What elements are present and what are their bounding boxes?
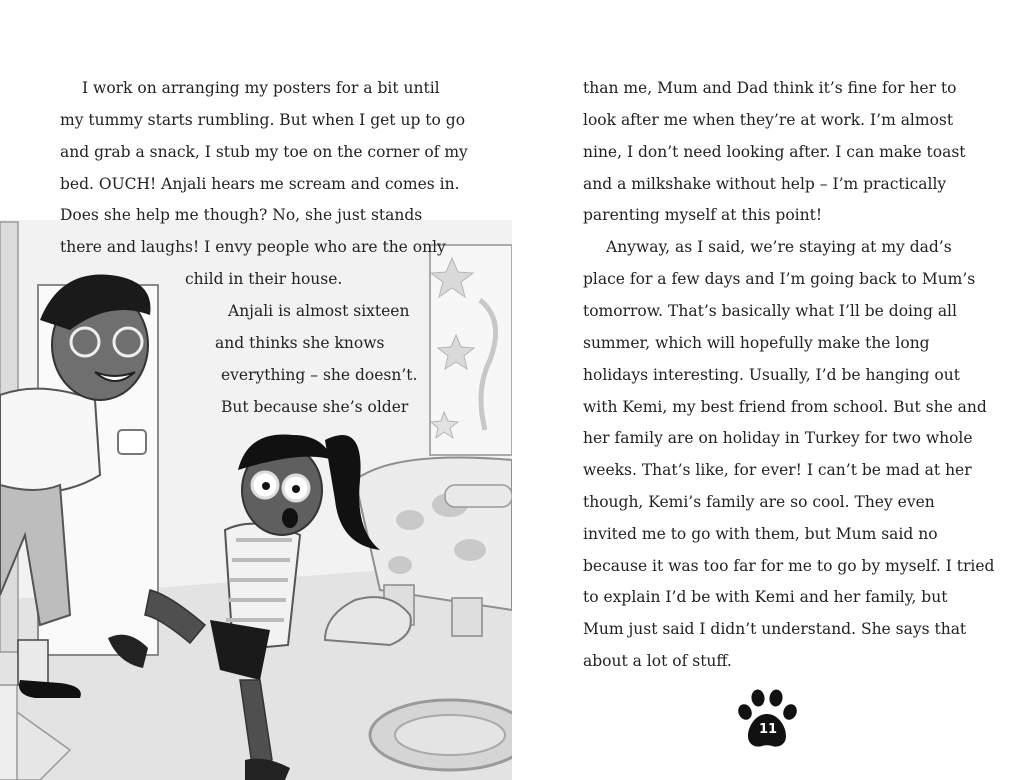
paragraph-line: and grab a snack, I stub my toe on the corner of my: [60, 143, 468, 161]
paw-print-icon: [736, 688, 800, 752]
paragraph-line: summer, which will hopefully make the long: [583, 334, 930, 352]
paragraph-line: Anjali is almost sixteen: [228, 302, 410, 320]
paragraph-line: weeks. That’s like, for ever! I can’t be mad at her: [583, 461, 972, 479]
page-number-badge: [736, 688, 800, 752]
paragraph-line: look after me when they’re at work. I’m almost: [583, 111, 954, 129]
paragraph-line: though, Kemi’s family are so cool. They even: [583, 493, 935, 511]
paragraph-line: bed. OUCH! Anjali hears me scream and comes in.: [60, 175, 460, 193]
paragraph-line: her family are on holiday in Turkey for two whole: [583, 429, 973, 447]
paragraph-line: there and laughs! I envy people who are the only: [60, 238, 446, 256]
paragraph-line: But because she’s older: [221, 398, 409, 416]
paragraph-line: place for a few days and I’m going back to Mum’s: [583, 270, 976, 288]
paragraph-line: with Kemi, my best friend from school. But she and: [583, 398, 987, 416]
paragraph-line: parenting myself at this point!: [583, 206, 823, 224]
paragraph-line: because it was too far for me to go by myself. I tried: [583, 557, 995, 575]
paragraph-line: than me, Mum and Dad think it’s fine for her to: [583, 79, 957, 97]
paragraph-line: and a milkshake without help – I’m practically: [583, 175, 947, 193]
paragraph-line: holidays interesting. Usually, I’d be hanging out: [583, 366, 960, 384]
paragraph-line: child in their house.: [185, 270, 343, 288]
paragraph-line: I work on arranging my posters for a bit until: [82, 79, 440, 97]
paragraph-line: nine, I don’t need looking after. I can make toast: [583, 143, 966, 161]
paragraph-line: to explain I’d be with Kemi and her family, but: [583, 588, 948, 606]
paragraph-line: everything – she doesn’t.: [221, 366, 418, 384]
paragraph-line: and thinks she knows: [215, 334, 385, 352]
paragraph-line: Anyway, as I said, we’re staying at my dad’s: [606, 238, 952, 256]
paragraph-line: Does she help me though? No, she just stands: [60, 206, 423, 224]
paragraph-line: my tummy starts rumbling. But when I get up to go: [60, 111, 466, 129]
paragraph-line: invited me to go with them, but Mum said no: [583, 525, 938, 543]
page-number: 11: [758, 722, 778, 737]
paragraph-line: about a lot of stuff.: [583, 652, 732, 670]
paragraph-line: tomorrow. That’s basically what I’ll be doing all: [583, 302, 957, 320]
paragraph-line: Mum just said I didn’t understand. She says that: [583, 620, 967, 638]
